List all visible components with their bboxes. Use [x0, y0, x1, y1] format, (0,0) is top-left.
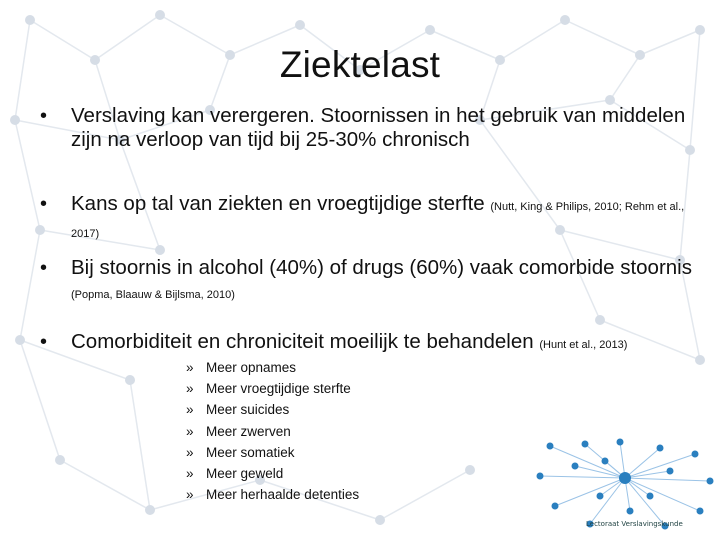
logo-link — [625, 478, 665, 526]
bullet-text: Bij stoornis in alcohol (40%) of drugs (60%) vaak comorbide stoornis — [71, 256, 692, 279]
logo-node — [617, 439, 624, 446]
sub-list-item: » Meer suicides — [186, 402, 290, 418]
logo-node — [572, 463, 579, 470]
sub-list-item: » Meer somatiek — [186, 444, 295, 460]
bullet-dot: • — [40, 331, 48, 353]
logo-label: Lectoraat Verslavingskunde — [586, 520, 683, 528]
logo-link — [540, 476, 625, 478]
sub-list-item: » Meer zwerven — [186, 423, 291, 439]
sub-list-item: » Meer herhaalde detenties — [186, 487, 360, 503]
logo-node — [692, 451, 699, 458]
logo-node — [657, 445, 664, 452]
bullet-1 — [16, 104, 706, 152]
bullet-3 — [16, 256, 706, 307]
sub-list-item: » Meer geweld — [186, 466, 284, 482]
logo-node — [707, 478, 714, 485]
logo-link — [550, 446, 625, 478]
bullet-dot: • — [40, 257, 48, 279]
slide-title: Ziektelast — [279, 44, 441, 85]
logo-node — [597, 493, 604, 500]
bullet-text: Comorbiditeit en chroniciteit moeilijk te behandelen — [71, 330, 540, 353]
sub-list-item: » Meer opnames — [186, 360, 297, 375]
logo-node — [552, 503, 559, 510]
logo-node — [667, 468, 674, 475]
logo-link — [625, 478, 700, 511]
bullet-text: Verslaving kan verergeren. Stoornissen in het gebruik van middelen zijn na verloop van tijd bij 25-30% chronisch — [71, 104, 686, 151]
logo-node — [627, 508, 634, 515]
lectoraat-logo — [530, 436, 720, 540]
bullet-citation: (Nutt, King & Philips, 2010; Rehm et al., 2017) — [71, 201, 685, 240]
logo-node — [697, 508, 704, 515]
logo-node — [602, 458, 609, 465]
logo-node — [547, 443, 554, 450]
logo-link — [625, 478, 710, 481]
bullet-4 — [16, 330, 720, 357]
logo-link — [625, 454, 695, 478]
logo-node — [582, 441, 589, 448]
bullet-dot: • — [40, 193, 48, 215]
bullet-citation: (Popma, Blaauw & Bijlsma, 2010) — [71, 289, 235, 301]
bullet-dot: • — [40, 105, 48, 127]
sub-list — [186, 357, 359, 505]
logo-node — [537, 473, 544, 480]
bullet-citation: (Hunt et al., 2013) — [539, 339, 628, 351]
sub-list-item: » Meer vroegtijdige sterfte — [186, 381, 351, 397]
bullet-2 — [16, 192, 706, 246]
bullet-text: Kans op tal van ziekten en vroegtijdige sterfte — [71, 192, 491, 215]
logo-node — [647, 493, 654, 500]
logo-hub — [619, 472, 631, 484]
